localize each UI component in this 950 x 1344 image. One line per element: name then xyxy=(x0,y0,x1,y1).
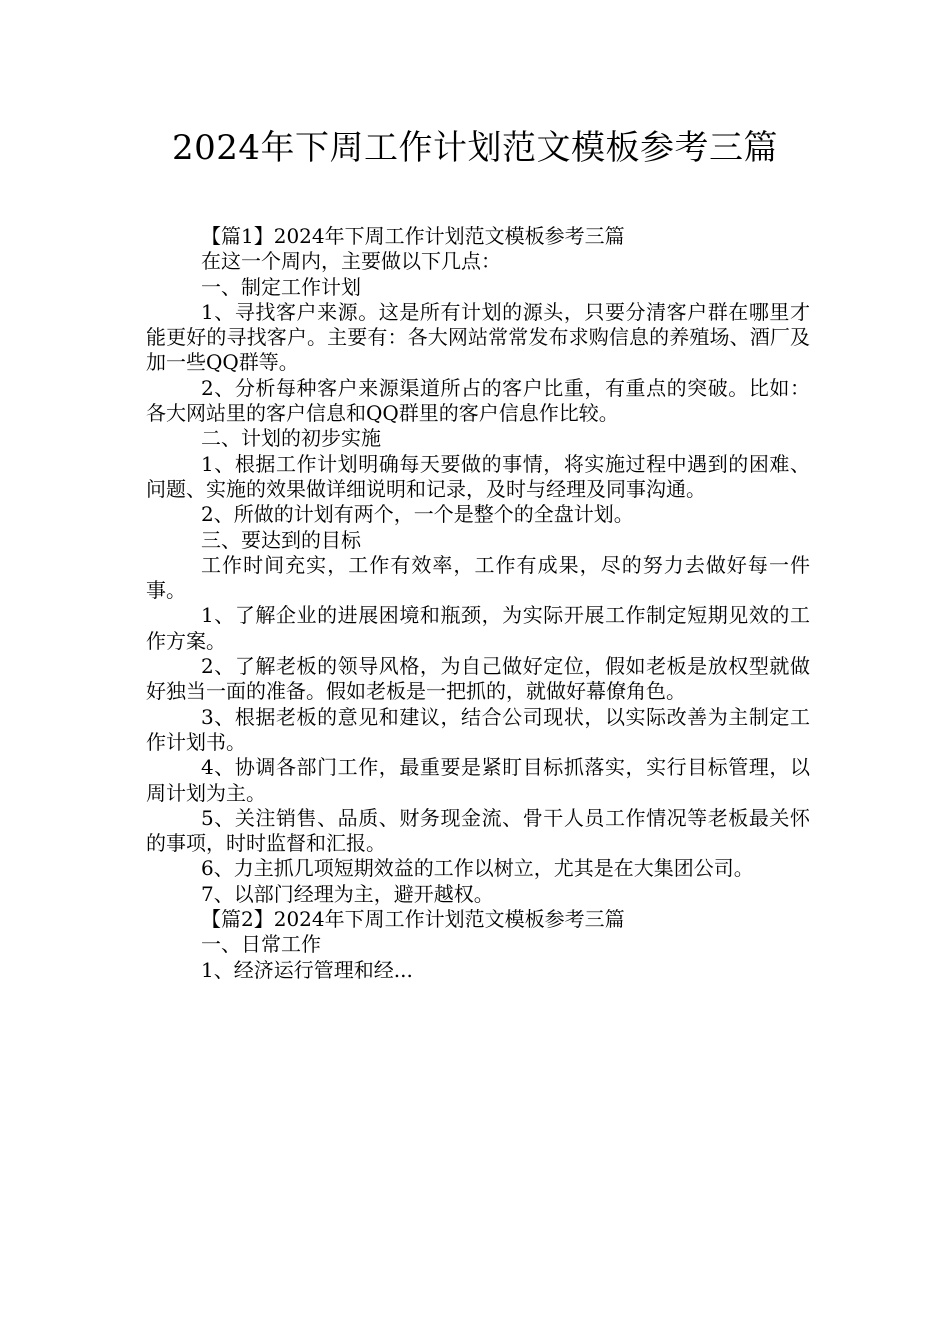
paragraph-item: 1、了解企业的进展困境和瓶颈，为实际开展工作制定短期见效的工作方案。 xyxy=(146,603,810,653)
heading-goals: 三、要达到的目标 xyxy=(201,527,361,552)
section-heading-part-1: 【篇1】2024年下周工作计划范文模板参考三篇 xyxy=(201,224,625,248)
section-heading-part-2: 【篇2】2024年下周工作计划范文模板参考三篇 xyxy=(201,907,625,932)
document-title: 2024年下周工作计划范文模板参考三篇 xyxy=(171,128,779,168)
paragraph-intro: 在这一个周内，主要做以下几点： xyxy=(201,249,501,274)
paragraph-item: 2、所做的计划有两个，一个是整个的全盘计划。 xyxy=(201,502,634,527)
paragraph-item: 2、了解老板的领导风格，为自己做好定位，假如老板是放权型就做好独当一面的准备。假如老板是一把抓的，就做好幕僚角色。 xyxy=(146,654,810,704)
paragraph-item: 5、关注销售、品质、财务现金流、骨干人员工作情况等老板最关怀的事项，时时监督和汇报。 xyxy=(146,805,810,856)
paragraph-truncated: 1、经济运行管理和经... xyxy=(201,957,413,982)
paragraph-item: 6、力主抓几项短期效益的工作以树立，尤其是在大集团公司。 xyxy=(201,856,754,881)
paragraph-item: 1、寻找客户来源。这是所有计划的源头，只要分清客户群在哪里才能更好的寻找客户。主要有：各大网站常常发布求购信息的养殖场、酒厂及加一些QQ群等。 xyxy=(146,299,810,375)
paragraph-item: 2、分析每种客户来源渠道所占的客户比重，有重点的突破。比如：各大网站里的客户信息和QQ群里的客户信息作比较。 xyxy=(146,375,810,426)
heading-daily-work: 一、日常工作 xyxy=(201,932,321,957)
paragraph-item: 4、协调各部门工作，最重要是紧盯目标抓落实，实行目标管理，以周计划为主。 xyxy=(146,755,810,805)
heading-initial-implementation: 二、计划的初步实施 xyxy=(201,426,381,451)
paragraph-item: 3、根据老板的意见和建议，结合公司现状，以实际改善为主制定工作计划书。 xyxy=(146,704,810,754)
paragraph-item: 7、以部门经理为主，避开越权。 xyxy=(201,881,494,906)
paragraph-item: 1、根据工作计划明确每天要做的事情，将实施过程中遇到的困难、问题、实施的效果做详细说明和记录，及时与经理及同事沟通。 xyxy=(146,451,810,501)
paragraph-item: 工作时间充实，工作有效率，工作有成果，尽的努力去做好每一件事。 xyxy=(146,552,810,603)
heading-make-plan: 一、制定工作计划 xyxy=(201,274,361,299)
document-body xyxy=(146,224,810,983)
